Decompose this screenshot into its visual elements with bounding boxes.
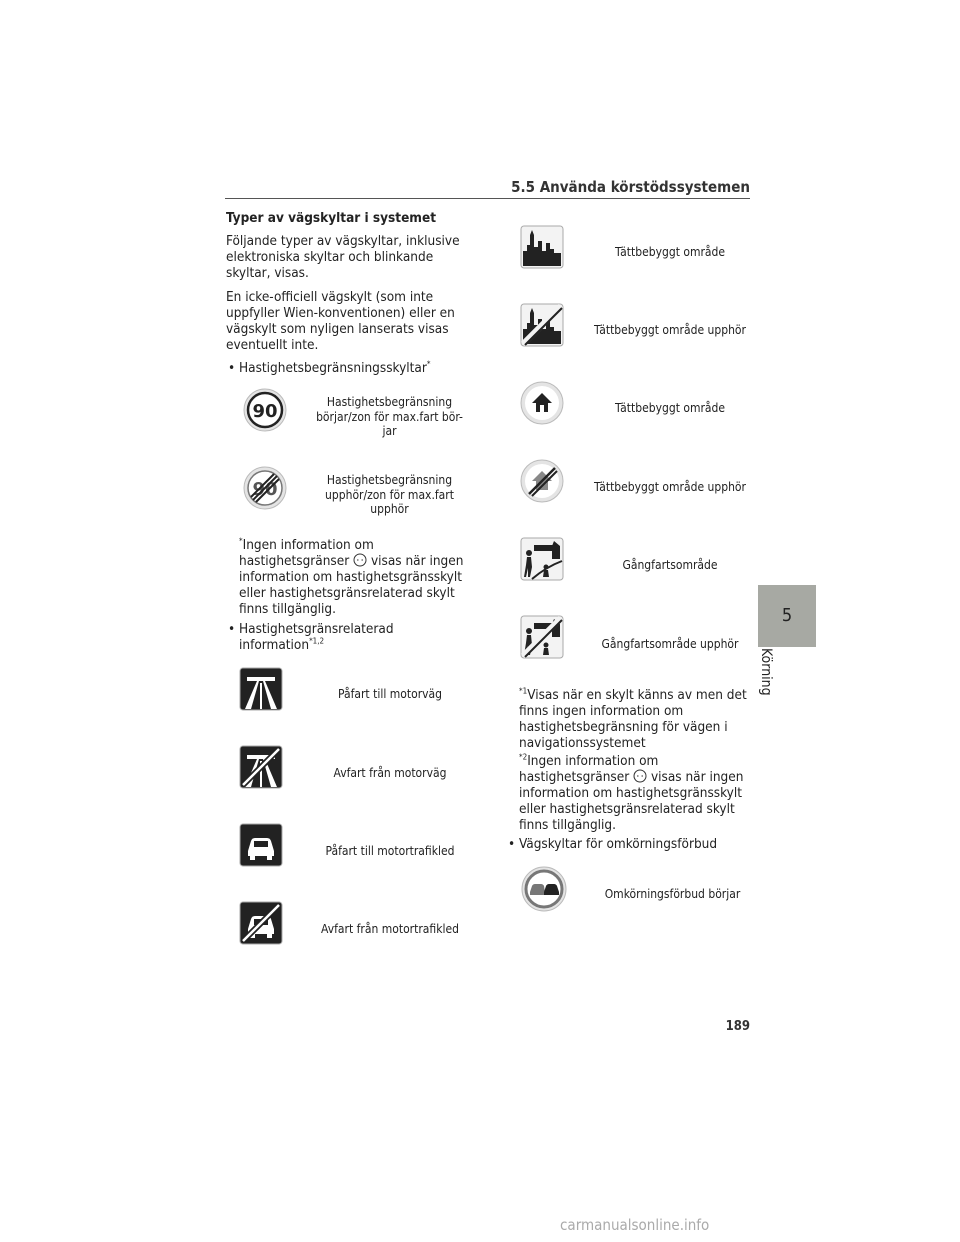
motorway-entry-caption: Påfart till motorväg xyxy=(338,687,442,701)
motorway-entry-sign-icon xyxy=(239,667,283,711)
speed-limit-start-caption: Hastighetsbegränsning börjar/zon för max.fart bör- jar xyxy=(316,395,463,438)
expressway-entry-sign-icon xyxy=(239,823,283,867)
no-overtaking-sign-icon xyxy=(521,866,567,912)
bullet-overtaking: • Vägskyltar för omkörningsförbud xyxy=(519,836,749,852)
urban-area-end-sign-icon xyxy=(520,303,564,347)
residential-area-end-sign-icon xyxy=(520,459,564,503)
page-number: 189 xyxy=(725,1019,750,1034)
motorway-exit-caption: Avfart från motorväg xyxy=(333,766,447,780)
walking-speed-area-caption: Gångfartsområde xyxy=(622,558,718,572)
svg-text:90: 90 xyxy=(252,401,278,422)
bullet-speed-related: • Hastighetsgränsrelaterad information$^{*1,2}$ xyxy=(239,621,439,653)
chapter-label: Körning xyxy=(758,648,774,696)
speed-limit-end-sign-icon xyxy=(243,466,287,510)
residential-area-sign-icon xyxy=(520,381,564,425)
expressway-exit-caption: Avfart från motortrafikled xyxy=(321,922,459,936)
section-title: 5.5 Använda körstödssystemen xyxy=(511,178,750,196)
motorway-exit-sign-icon xyxy=(239,745,283,789)
urban-area-end-caption: Tättbebyggt område upphör xyxy=(594,323,746,337)
no-speed-info-icon xyxy=(633,769,647,783)
footnote-no-speed-info: *Ingen information om hastighetsgränser visas när ingen information om hastighetsgränsskylt eller hastighetsgränsrelaterad skylt finns tillgänglig. xyxy=(239,536,464,617)
residential-area-caption: Tättbebyggt område xyxy=(614,401,726,415)
residential-area-end-caption: Tättbebyggt område upphör xyxy=(594,480,746,494)
walking-speed-area-end-caption: Gångfartsområde upphör xyxy=(601,637,739,651)
footnote-1: $^{*1}$Visas när en skylt känns av men det finns ingen information om hastighetsbegränsning för vägen i navigationssystemet xyxy=(519,686,747,751)
footnote-2: $^{*2}$Ingen information om hastighetsgränser visas när ingen information om hastighetsgränsskylt eller hastighetsgränsrelaterad skylt finns tillgänglig. xyxy=(519,752,744,833)
urban-area-sign-icon xyxy=(520,225,564,269)
walking-speed-area-sign-icon xyxy=(520,537,564,581)
intro-paragraph-1: Följande typer av vägskyltar, inklusive elektroniska skyltar och blinkande skyltar, visas. xyxy=(226,233,460,281)
bullet-speed-signs: • Hastighetsbegränsningsskyltar* xyxy=(239,360,479,376)
expressway-entry-caption: Påfart till motortrafikled xyxy=(325,844,455,858)
header-divider xyxy=(225,198,750,199)
watermark: carmanualsonline.info xyxy=(560,1216,710,1234)
section-heading: Typer av vägskyltar i systemet xyxy=(226,210,437,226)
svg-text:90: 90 xyxy=(252,479,278,500)
expressway-exit-sign-icon xyxy=(239,901,283,945)
intro-paragraph-2: En icke-officiell vägskylt (som inte uppfyller Wien-konventionen) eller en vägskylt som nyligen lanserats visas eventuellt inte. xyxy=(226,289,455,353)
speed-limit-start-sign-icon xyxy=(243,388,287,432)
no-overtaking-caption: Omkörningsförbud börjar xyxy=(604,887,741,901)
no-speed-info-icon xyxy=(353,553,367,567)
speed-limit-end-caption: Hastighetsbegränsning upphör/zon för max.fart upphör xyxy=(325,473,454,516)
walking-speed-area-end-sign-icon xyxy=(520,615,564,659)
chapter-number: 5 xyxy=(781,605,793,626)
urban-area-caption: Tättbebyggt område xyxy=(614,245,726,259)
